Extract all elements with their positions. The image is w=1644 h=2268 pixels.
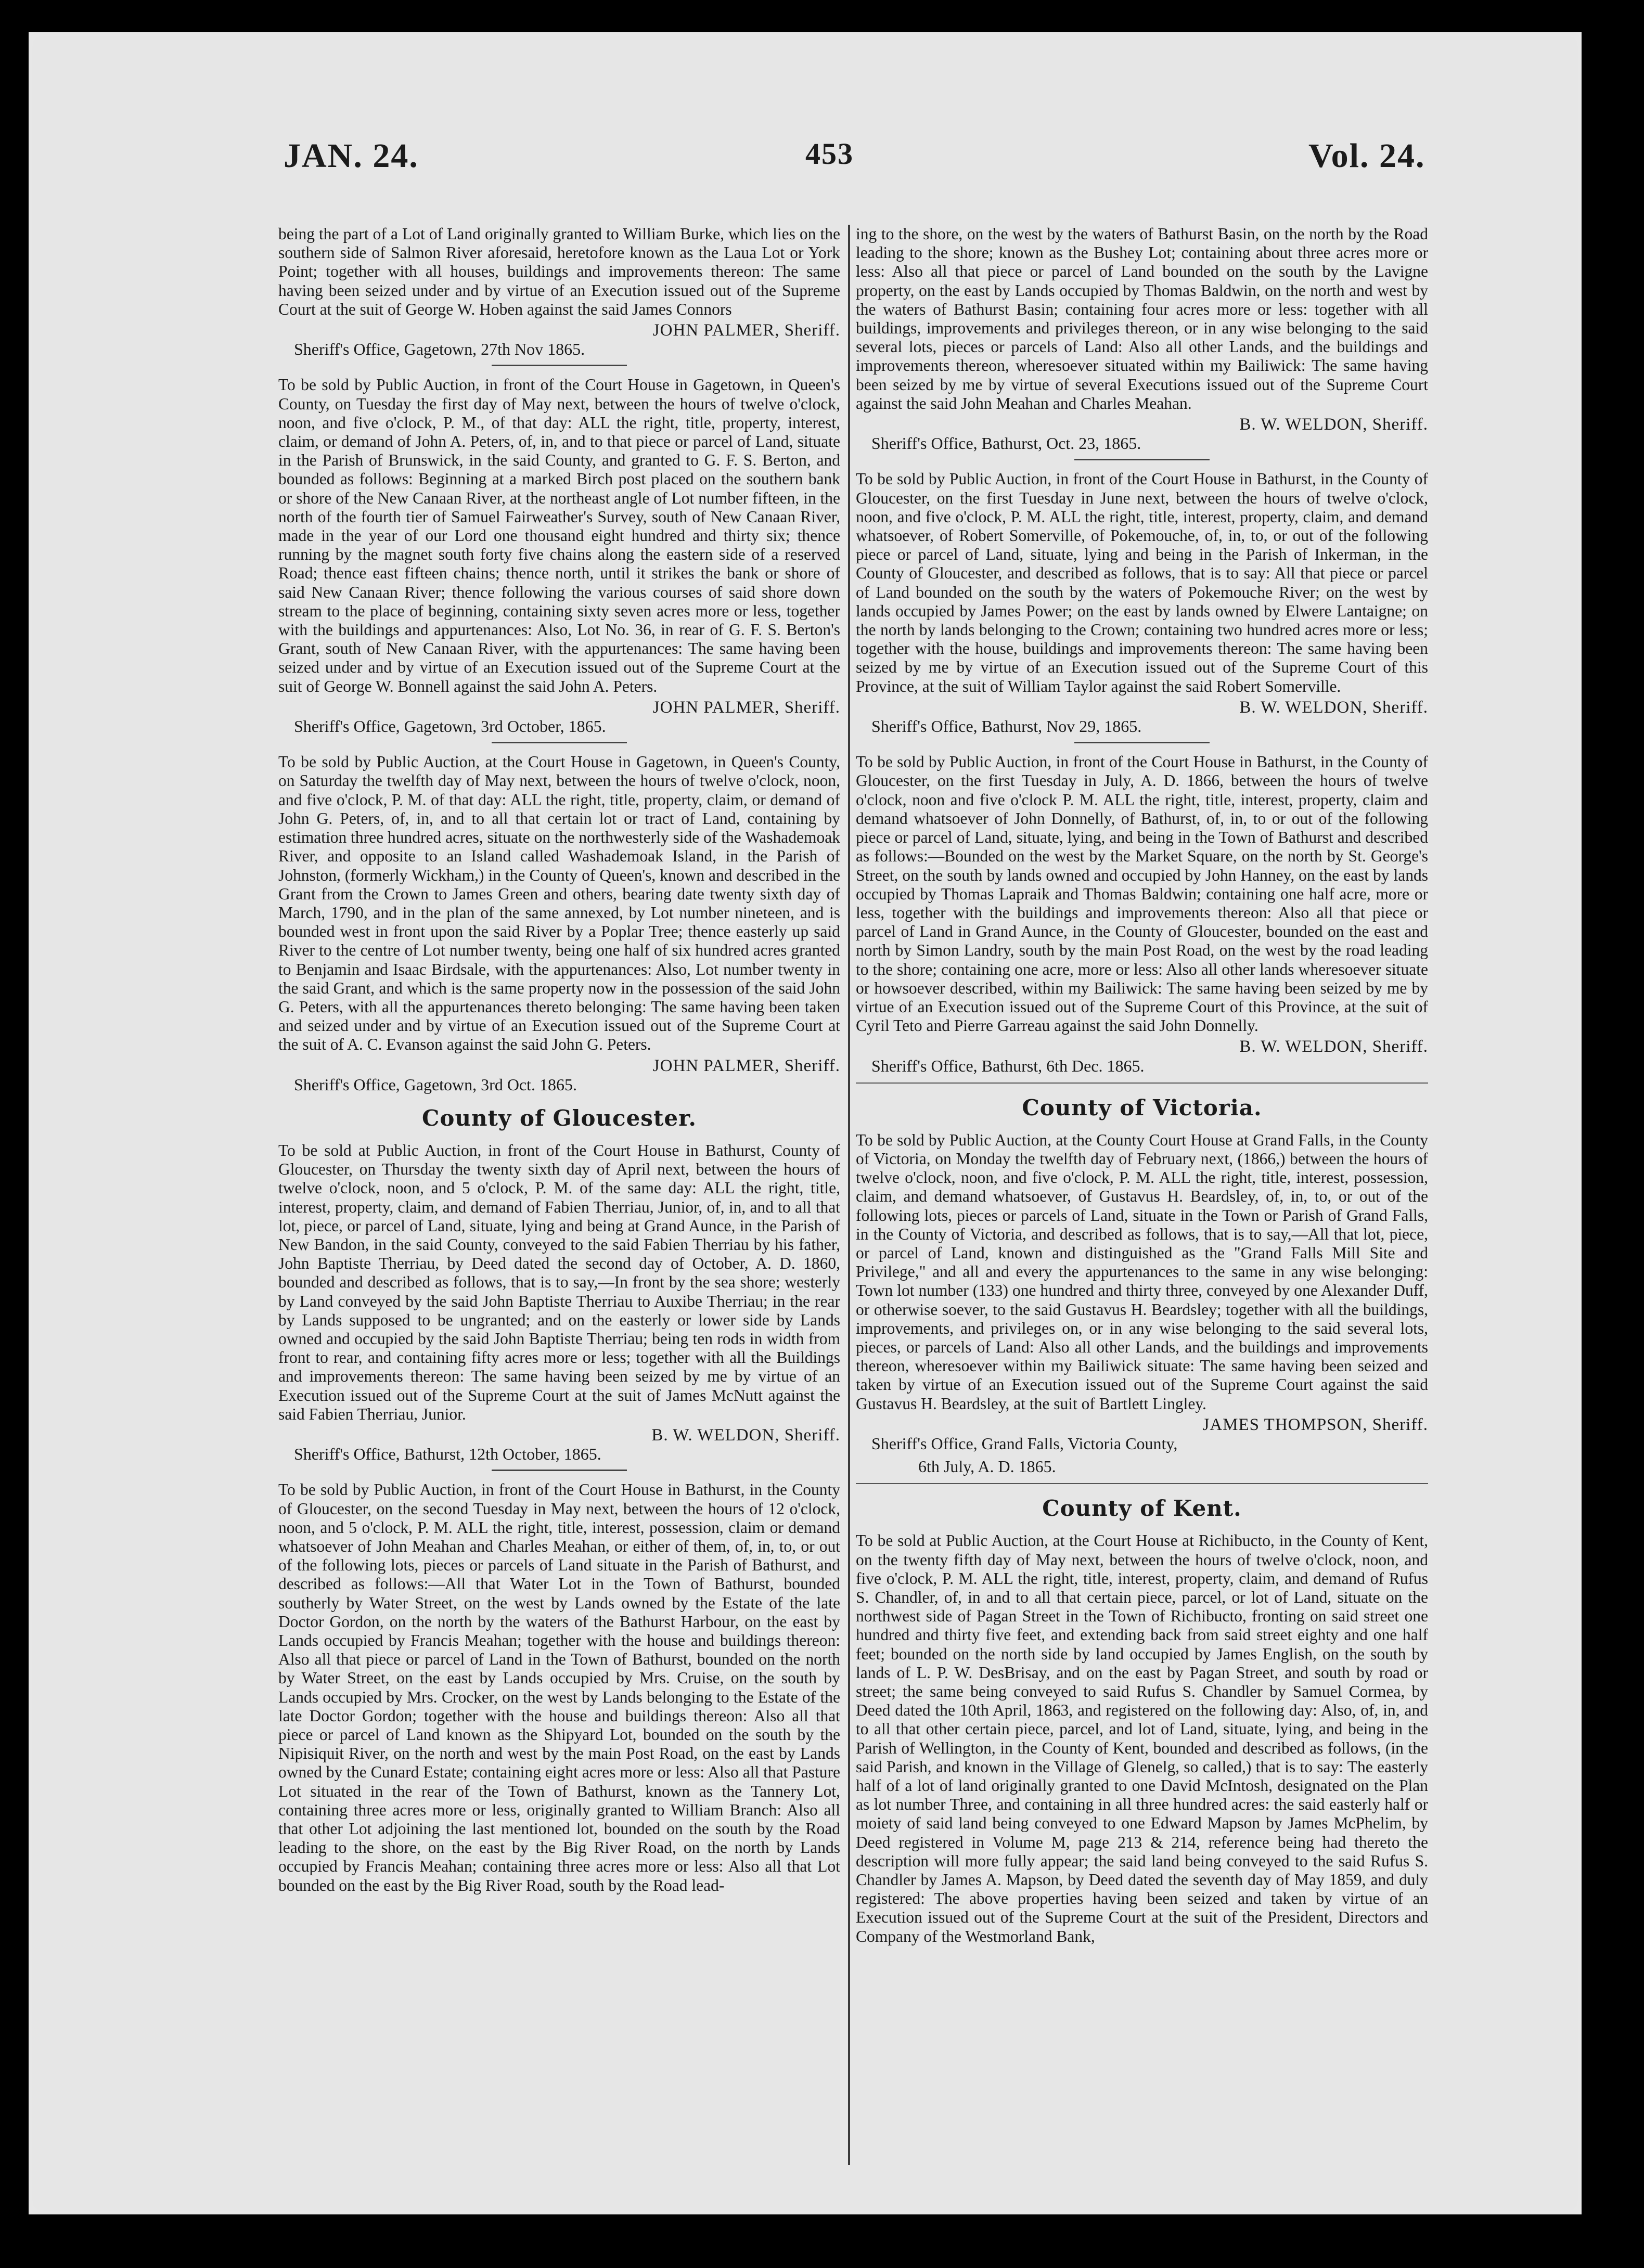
notice-office: Sheriff's Office, Bathurst, Oct. 23, 1865. <box>871 434 1141 453</box>
notice-office: Sheriff's Office, Grand Falls, Victoria County, <box>871 1434 1178 1453</box>
notice-signature: B. W. WELDON, Sheriff. <box>1239 415 1428 434</box>
sheriff-notice <box>856 470 1428 736</box>
notice-signature: JAMES THOMPSON, Sheriff. <box>1202 1415 1428 1434</box>
column-divider <box>848 225 850 2165</box>
notice-office: Sheriff's Office, Gagetown, 3rd Oct. 1865. <box>294 1075 577 1094</box>
section-heading-gloucester: County of Gloucester. <box>422 1105 697 1131</box>
sheriff-notice <box>856 1131 1428 1476</box>
separator-rule <box>492 1470 627 1471</box>
notice-office: Sheriff's Office, Gagetown, 3rd October, 1865. <box>294 717 606 736</box>
notice-signature: JOHN PALMER, Sheriff. <box>652 1056 840 1075</box>
section-heading-kent: County of Kent. <box>1042 1496 1242 1522</box>
sheriff-notice <box>856 225 1428 453</box>
notice-signature: B. W. WELDON, Sheriff. <box>651 1425 840 1445</box>
sheriff-notice <box>278 1141 840 1463</box>
notice-text: ing to the shore, on the west by the waters of Bathurst Basin, on the north by the Road leading to the shore; known as the Bushey Lot; containing about three acres more or less: Also all that piece or parcel of Land bounded on the south by the Lavigne property, on the east by Lands occupied by Thomas Baldwin, on the north and west by the waters of Bathurst Basin; containing four acres more or less: together with all buildings, improvements and privileges thereon, or in any wise belonging to the said several lots, pieces or parcels of Land: Also all other Lands, and the buildings and improvements thereon, wheresoever situated within my Bailiwick: The same having been seized by me by virtue of several Executions issued out of the Supreme Court against the said John Meahan and Charles Meahan. <box>856 225 1428 413</box>
notice-text: To be sold by Public Auction, at the County Court House at Grand Falls, in the County of Victoria, on Monday the twelfth day of February next, (1866,) between the hours of twelve o'clock, noon, and five o'clock, P. M. ALL the right, title, interest, possession, claim, and demand whatsoever, of Gustavus H. Beardsley, of, in, to, or out of the following lots, pieces or parcels of Land, situate in the Town or Parish of Grand Falls, in the County of Victoria, and described as follows, that is to say,—All that lot, piece, or parcel of Land, known and distinguished as the "Grand Falls Mill Site and Privilege," and all and every the appurtenances to the same in any wise belonging: Town lot number (133) one hundred and thirty three, conveyed by one Alexander Duff, or otherwise soever, to the said Gustavus H. Beardsley; together with all the buildings, improvements, and privileges on, or in any wise belonging to the said several lots, pieces, or parcels of Land: Also all other Lands, and the buildings and improvements thereon, wheresoever within my Bailiwick situate: The same having been seized and taken by virtue of an Execution issued out of the Supreme Court against the said Gustavus H. Beardsley, at the suit of Bartlett Lingley. <box>856 1130 1428 1413</box>
page-date: JAN. 24. <box>284 137 419 175</box>
notice-office: Sheriff's Office, Gagetown, 27th Nov 1865. <box>294 340 585 359</box>
notice-text: To be sold by Public Auction, in front of the Court House in Bathurst, in the County of Gloucester, on the first Tuesday in June next, between the hours of twelve o'clock, noon, and five o'clock, P. M. ALL the right, title, interest, property, claim, and demand whatsoever, of Robert Somerville, of Pokemouche, of, in, to, or out of the following piece or parcel of Land, situate, lying and being in the Parish of Inkerman, in the County of Gloucester, and described as follows, that is to say: All that piece or parcel of Land bounded on the south by the waters of Pokemouche River; on the west by lands occupied by James Power; on the east by lands owned by Elwere Lantaigne; on the north by lands belonging to the Crown; containing two hundred acres more or less; together with the house, buildings and improvements thereon: The same having been seized by me by virtue of an Execution issued out of the Supreme Court of this Province, at the suit of William Taylor against the said Robert Somerville. <box>856 470 1428 695</box>
column-right <box>856 225 1428 2173</box>
notice-office: Sheriff's Office, Bathurst, Nov 29, 1865. <box>871 717 1142 736</box>
notice-office-date: 6th July, A. D. 1865. <box>918 1457 1056 1476</box>
notice-text: To be sold by Public Auction, in front of the Court House in Bathurst, in the County of Gloucester, on the second Tuesday in May next, between the hours of 12 o'clock, noon, and 5 o'clock, P. M. ALL the right, title, interest, possession, claim or demand whatsoever of John Meahan and Charles Meahan, or either of them, of, in, to, or out of the following lots, pieces or parcels of Land situate in the Parish of Bathurst, and described as follows:—All that Water Lot in the Town of Bathurst, bounded southerly by Water Street, on the west by Lands owned by the Estate of the late Doctor Gordon, on the north by the waters of the Bathurst Harbour, on the east by Lands occupied by Francis Meahan; together with the house and buildings thereon: Also all that piece or parcel of Land in the Town of Bathurst, bounded on the north by Water Street, on the east by Lands occupied by Mrs. Cruise, on the south by Lands occupied by Mrs. Crocker, on the west by Lands belonging to the Estate of the late Doctor Gordon; together with the house and buildings thereon: Also all that piece or parcel of Land known as the Shipyard Lot, bounded on the south by the Nipisiquit River, on the north and west by the main Post Road, on the east by Lands owned by the Cunard Estate; containing eight acres more or less: Also all that Pasture Lot situated in the rear of the Town of Bathurst, known as the Tannery Lot, containing three acres more or less, originally granted to William Branch: Also all that other Lot adjoining the last mentioned lot, bounded on the south by the Road leading to the shore, on the east by the Big River Road, on the north by Lands occupied by Francis Meahan; containing three acres more or less: Also all that Lot bounded on the east by the Big River Road, south by the Road lead- <box>278 1480 840 1895</box>
notice-text: being the part of a Lot of Land originally granted to William Burke, which lies on the southern side of Salmon River aforesaid, heretofore known as the Laua Lot or York Point; together with all houses, buildings and improvements thereon: The same having been seized under and by virtue of an Execution issued out of the Supreme Court at the suit of George W. Hoben against the said James Connors <box>278 225 840 318</box>
notice-text: To be sold at Public Auction, in front of the Court House in Bathurst, County of Gloucester, on Thursday the twenty sixth day of April next, between the hours of twelve o'clock, noon, and 5 o'clock, P. M. of the same day: ALL the right, title, interest, property, claim, and demand of Fabien Therriau, Junior, of, in, and to all that lot, piece, or parcel of Land, situate, lying and being at Grand Aunce, in the Parish of New Bandon, in the said County, conveyed to the said Fabien Therriau by his father, John Baptiste Therriau, by Deed dated the second day of October, A. D. 1860, bounded and described as follows, that is to say,—In front by the sea shore; westerly by Land conveyed by the said John Baptiste Therriau to Auxibe Therriau; in the rear by Lands supposed to be ungranted; and on the easterly or lower side by Lands owned and occupied by the said John Baptiste Therriau; being ten rods in width from front to rear, and containing fifty acres more or less; together with all the Buildings and improvements thereon: The same having been seized by me by virtue of an Execution issued out of the Supreme Court at the suit of James McNutt against the said Fabien Therriau, Junior. <box>278 1141 840 1423</box>
separator-rule <box>856 1483 1428 1484</box>
newspaper-page <box>29 32 1582 2214</box>
sheriff-notice <box>278 225 840 358</box>
separator-rule <box>856 1083 1428 1084</box>
separator-rule <box>492 742 627 743</box>
sheriff-notice <box>278 753 840 1094</box>
volume-number: Vol. 24. <box>1308 137 1425 175</box>
sheriff-notice <box>278 376 840 736</box>
notice-text: To be sold by Public Auction, in front of the Court House in Bathurst, in the County of Gloucester, on the first Tuesday in July, A. D. 1866, between the hours of twelve o'clock, noon and five o'clock P. M. ALL the right, title, interest, property, claim and demand whatsoever of John Donnelly, of Bathurst, of, in, to or out of the following piece or parcel of Land, situate, lying, and being in the Town of Bathurst and described as follows:—Bounded on the west by the Market Square, on the north by St. George's Street, on the south by lands owned and occupied by John Hanney, on the east by lands occupied by Thomas Lapraik and Thomas Baldwin; containing one half acre, more or less, together with the buildings and improvements thereon: Also all that piece or parcel of Land in Grand Aunce, in the County of Gloucester, bounded on the east and north by Simon Landry, south by the main Post Road, on the west by the road leading to the shore; containing one acre, more or less: Also all other lands wheresoever situate or howsoever described, within my Bailiwick: The same having been seized by me by virtue of an Execution issued out of the Supreme Court of this Province, at the suit of Cyril Teto and Pierre Garreau against the said John Donnelly. <box>856 753 1428 1035</box>
section-heading-victoria: County of Victoria. <box>1022 1094 1262 1120</box>
separator-rule <box>492 365 627 366</box>
notice-office: Sheriff's Office, Bathurst, 6th Dec. 1865. <box>871 1056 1145 1075</box>
sheriff-notice <box>856 753 1428 1075</box>
page-number: 453 <box>805 137 854 171</box>
notice-text: To be sold by Public Auction, in front of the Court House in Gagetown, in Queen's County, on Tuesday the first day of May next, between the hours of twelve o'clock, noon, and five o'clock, P. M., of that day: ALL the right, title, property, interest, claim, or demand of John A. Peters, of, in, and to that piece or parcel of Land, situate in the Parish of Brunswick, in the said County, and granted to G. F. S. Berton, and bounded as follows: Beginning at a marked Birch post placed on the southern bank or shore of the New Canaan River, at the northeast angle of Lot number fifteen, in the north of the fourth tier of Samuel Fairweather's Survey, south of New Canaan River, made in the year of our Lord one thousand eight hundred and thirty six; thence running by the magnet south forty five chains along the eastern side of a reserved Road; thence east fifteen chains; thence north, until it strikes the bank or shore of said New Canaan River; thence following the various courses of said shore down stream to the place of beginning, containing sixty seven acres more or less, together with the buildings and appurtenances: Also, Lot No. 36, in rear of G. F. S. Berton's Grant, south of New Canaan River, with the appurtenances: The same having been seized under and by virtue of an Execution issued out of the Supreme Court at the suit of George W. Bonnell against the said John A. Peters. <box>278 376 840 695</box>
sheriff-notice <box>856 1531 1428 1945</box>
separator-rule <box>1074 742 1210 743</box>
notice-office: Sheriff's Office, Bathurst, 12th October, 1865. <box>294 1445 601 1464</box>
notice-signature: B. W. WELDON, Sheriff. <box>1239 698 1428 717</box>
notice-signature: JOHN PALMER, Sheriff. <box>652 698 840 717</box>
sheriff-notice <box>278 1480 840 1895</box>
notice-signature: B. W. WELDON, Sheriff. <box>1239 1037 1428 1056</box>
notice-text: To be sold at Public Auction, at the Court House at Richibucto, in the County of Kent, on the twenty fifth day of May next, between the hours of twelve o'clock, noon, and five o'clock, P. M. ALL the right, title, interest, property, claim, and demand of Rufus S. Chandler, of, in and to all that certain piece, parcel, or lot of Land, situate on the northwest side of Pagan Street in the Town of Richibucto, fronting on said street one hundred and thirty five feet, and extending back from said street eighty and one half feet; bounded on the north side by land occupied by James English, on the south by lands of L. P. W. DesBrisay, and on the east by Pagan Street, and south by road or street; the same being conveyed to said Rufus S. Chandler by Samuel Cormea, by Deed dated the 10th April, 1863, and registered on the following day: Also, of, in, and to all that other certain piece, parcel, and lot of Land, situate, lying, and being in the Parish of Wellington, in the County of Kent, bounded and described as follows, (in the said Parish, and known in the Village of Glenelg, so called,) that is to say: The easterly half of a lot of land originally granted to one David McIntosh, designated on the Plan as lot number Three, and containing in all three hundred acres: the said easterly half or moiety of said land being conveyed to one Edward Mapson by James McPhelim, by Deed registered in Volume M, page 213 & 214, reference being had thereto the description will more fully appear; the said land being conveyed to the said Rufus S. Chandler by James A. Mapson, by Deed dated the seventh day of May 1859, and duly registered: The above properties having been seized and taken by virtue of an Execution issued out of the Supreme Court at the suit of the President, Directors and Company of the Westmorland Bank, <box>856 1531 1428 1945</box>
column-left <box>278 225 840 2173</box>
notice-signature: JOHN PALMER, Sheriff. <box>652 321 840 340</box>
notice-text: To be sold by Public Auction, at the Court House in Gagetown, in Queen's County, on Saturday the twelfth day of May next, between the hours of twelve o'clock, noon, and five o'clock, P. M. of that day: ALL the right, title, property, claim, or demand of John G. Peters, of, in, and to all that certain lot or tract of Land, containing by estimation three hundred acres, situate on the northwesterly side of the Washademoak River, and opposite to an Island called Washademoak Island, in the Parish of Johnston, (formerly Wickham,) in the County of Queen's, known and described in the Grant from the Crown to James Green and others, bearing date twenty sixth day of March, 1790, and in the plan of the same annexed, by Lot number nineteen, and is bounded west in front upon the said River by a Poplar Tree; thence easterly up said River to the centre of Lot number twenty, being one half of six hundred acres granted to Benjamin and Isaac Birdsale, with the appurtenances: Also, Lot number twenty in the said Grant, and which is the same property now in the possession of the said John G. Peters, with all the appurtenances thereto belonging: The same having been taken and seized under and by virtue of an Execution issued out of the Supreme Court at the suit of A. C. Evanson against the said John G. Peters. <box>278 753 840 1054</box>
separator-rule <box>1074 459 1210 460</box>
